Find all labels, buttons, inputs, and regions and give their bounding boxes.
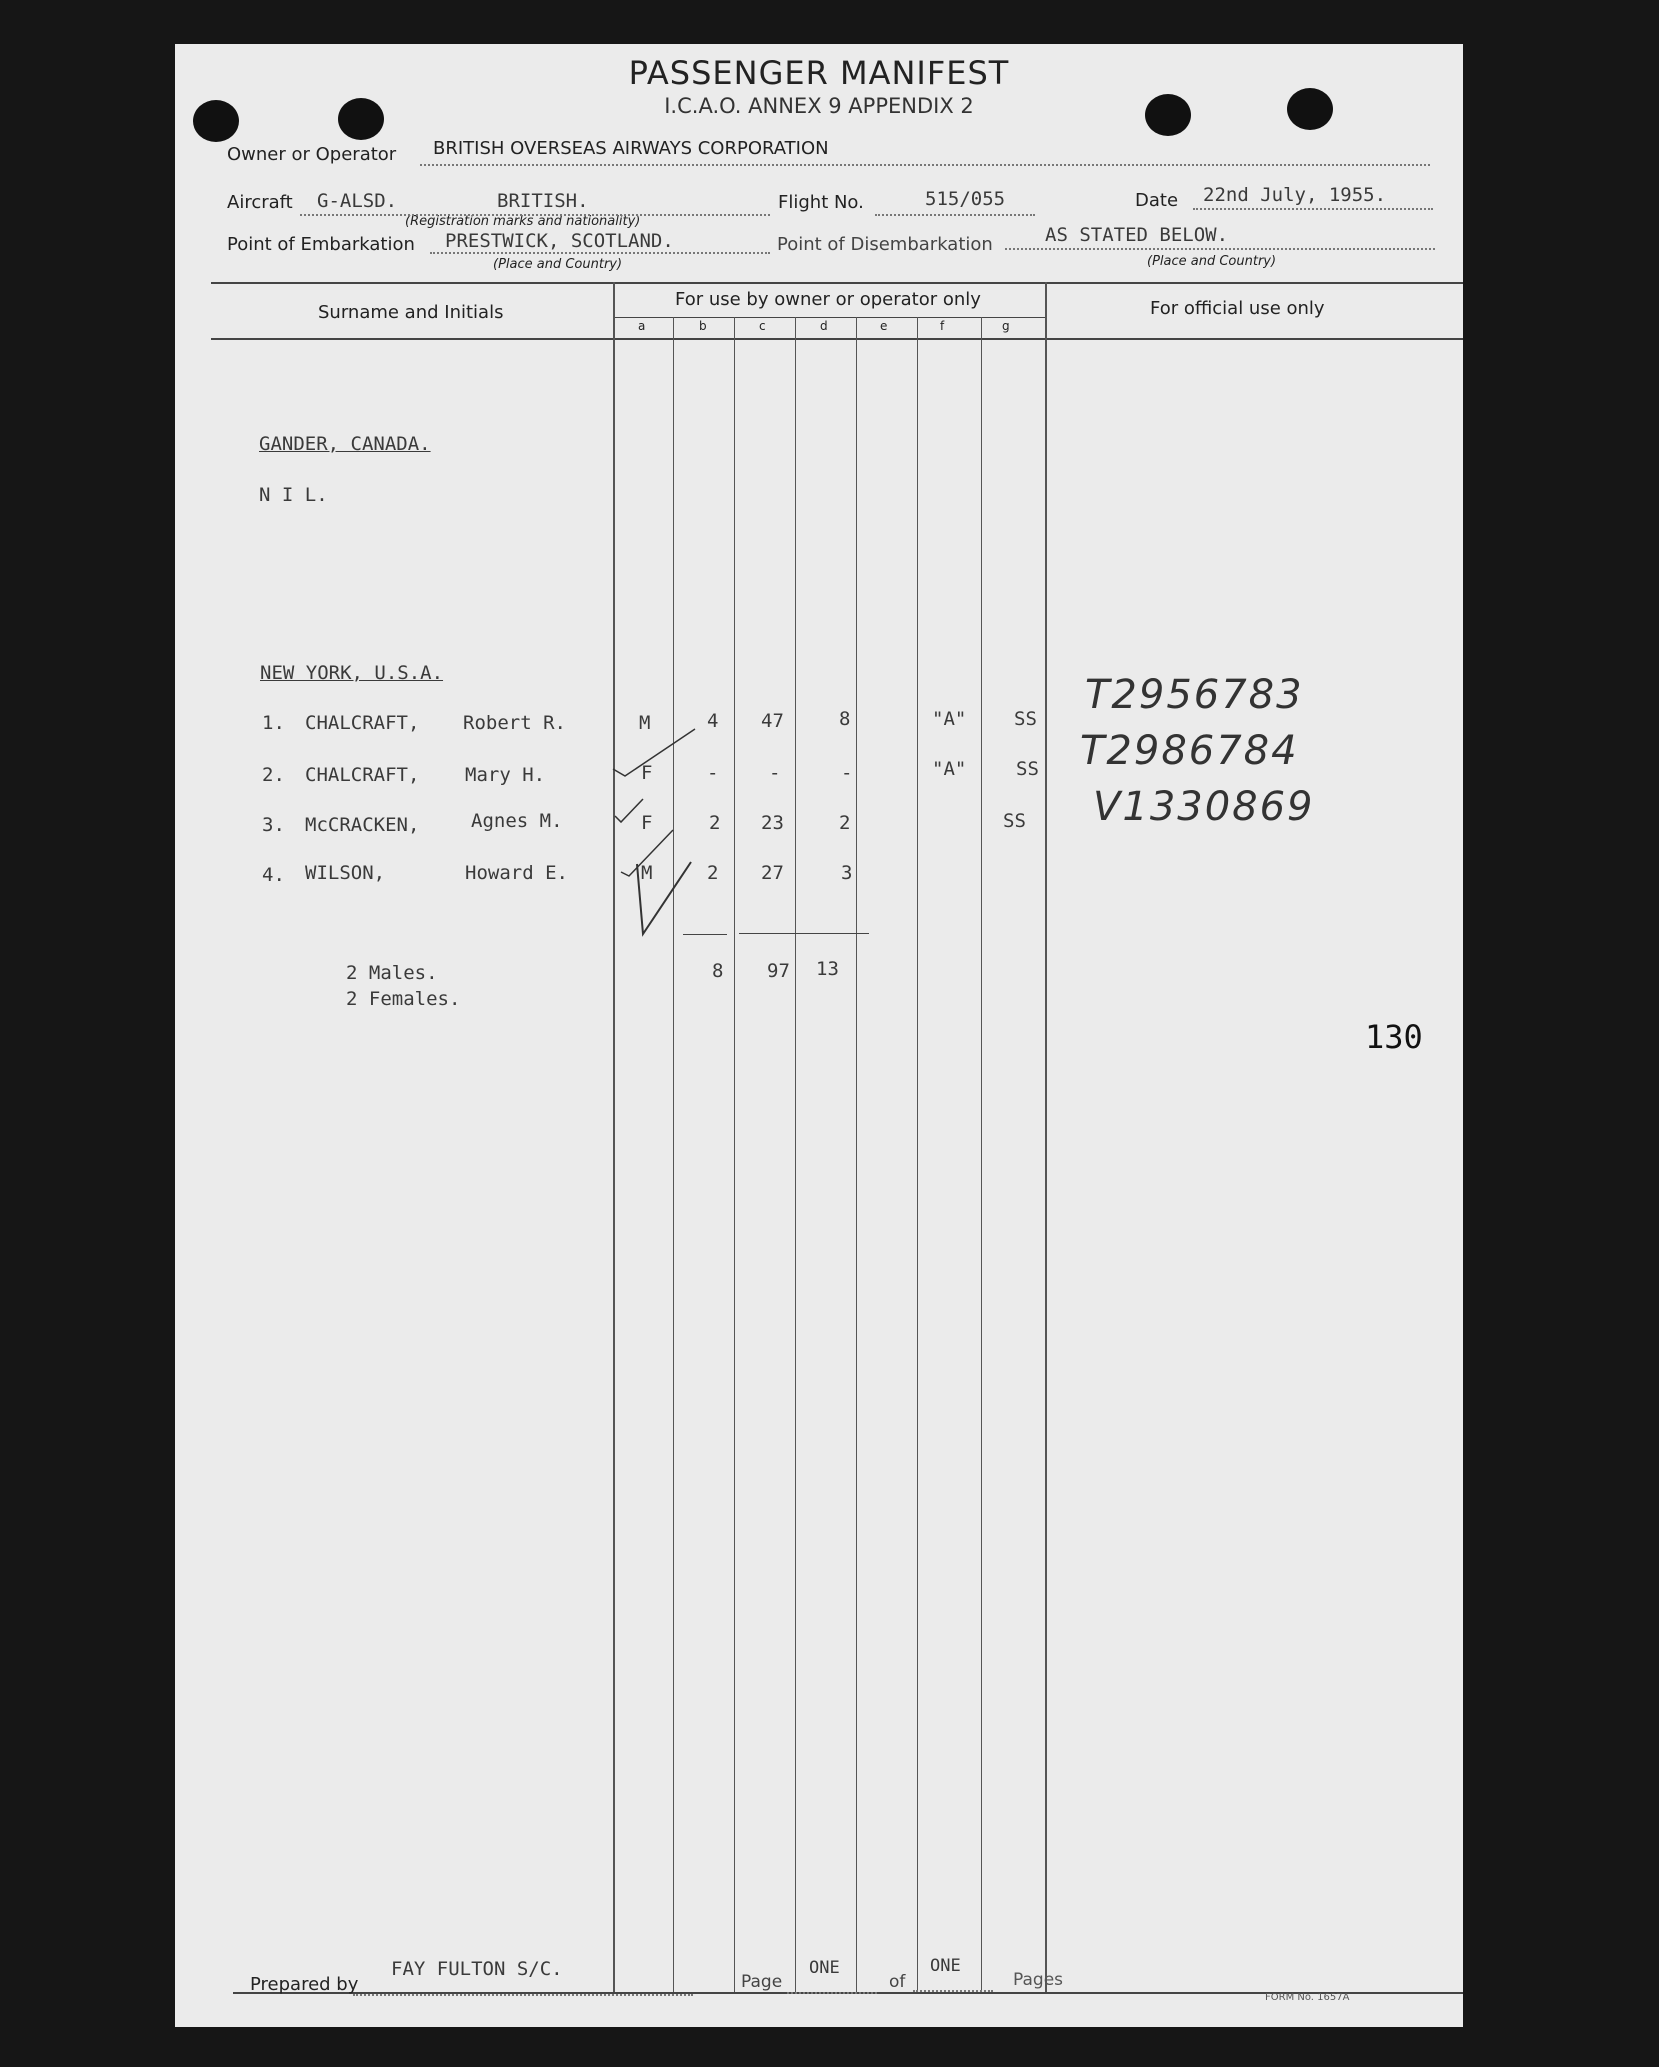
subcol-c: c xyxy=(759,319,766,333)
totals-rule xyxy=(739,933,869,934)
totals-d: 13 xyxy=(816,958,839,980)
embarkation-dotline xyxy=(430,252,770,254)
col-rule xyxy=(734,317,735,1992)
cell-d: 8 xyxy=(839,708,851,730)
passenger-number: 4. xyxy=(262,864,285,886)
date-dotline xyxy=(1193,208,1433,210)
totals-rule xyxy=(683,934,727,935)
page-value: ONE xyxy=(809,1958,840,1978)
embarkation-label: Point of Embarkation xyxy=(227,234,415,255)
passenger-given-name: Mary H. xyxy=(465,764,546,786)
subcol-f: f xyxy=(940,319,945,333)
prepared-label: Prepared by xyxy=(250,1974,359,1995)
aircraft-nationality: BRITISH. xyxy=(497,190,589,212)
cell-a: M xyxy=(639,712,651,734)
date-label: Date xyxy=(1135,190,1179,211)
passenger-surname: CHALCRAFT, xyxy=(305,712,420,734)
of-dotline xyxy=(913,1990,993,1992)
of-label: of xyxy=(889,1972,906,1992)
col-owner-header: For use by owner or operator only xyxy=(675,289,981,310)
passenger-given-name: Robert R. xyxy=(463,712,566,734)
passenger-surname: CHALCRAFT, xyxy=(305,764,420,786)
flight-value: 515/055 xyxy=(925,188,1006,210)
passenger-surname: McCRACKEN, xyxy=(305,814,420,836)
passenger-number: 3. xyxy=(262,814,285,836)
cell-b: 2 xyxy=(709,812,721,834)
embarkation-note: (Place and Country) xyxy=(493,257,623,272)
owner-value: BRITISH OVERSEAS AIRWAYS CORPORATION xyxy=(433,138,829,159)
disembarkation-label: Point of Disembarkation xyxy=(777,234,993,255)
disembarkation-value: AS STATED BELOW. xyxy=(1045,224,1229,246)
aircraft-label: Aircraft xyxy=(227,192,293,213)
section-heading-gander: GANDER, CANADA. xyxy=(259,433,431,455)
page-dotline xyxy=(787,1992,877,1994)
totals-b: 8 xyxy=(712,960,724,982)
official-number: T2986784 xyxy=(1080,728,1299,774)
totals-c: 97 xyxy=(767,960,790,982)
subcol-b: b xyxy=(699,319,707,333)
cell-a: F xyxy=(641,812,653,834)
cell-a: M xyxy=(641,862,653,884)
col-official-header: For official use only xyxy=(1150,298,1325,319)
cell-f: "A" xyxy=(932,708,967,730)
embarkation-value: PRESTWICK, SCOTLAND. xyxy=(445,230,674,252)
passenger-number: 1. xyxy=(262,712,285,734)
page-title: PASSENGER MANIFEST xyxy=(628,54,1010,92)
owner-label: Owner or Operator xyxy=(227,144,397,165)
cell-d: 3 xyxy=(841,862,853,884)
stamp-number: 130 xyxy=(1365,1018,1423,1056)
official-number: T2956783 xyxy=(1085,672,1304,718)
cell-g: SS xyxy=(1003,810,1026,832)
pages-label: Pages xyxy=(1013,1970,1064,1990)
col-surname-header: Surname and Initials xyxy=(318,302,504,323)
cell-d: 2 xyxy=(839,812,851,834)
flight-label: Flight No. xyxy=(778,192,864,213)
cell-c: - xyxy=(769,762,781,784)
col-rule xyxy=(981,317,982,1992)
totals-males: 2 Males. xyxy=(346,962,438,984)
cell-c: 23 xyxy=(761,812,784,834)
col-rule xyxy=(795,317,796,1992)
disembarkation-dotline xyxy=(1005,248,1435,250)
cell-b: 4 xyxy=(707,710,719,732)
cell-d: - xyxy=(841,762,853,784)
passenger-given-name: Agnes M. xyxy=(471,810,563,832)
subcol-g: g xyxy=(1002,319,1010,333)
table-top-rule xyxy=(211,282,1463,284)
aircraft-note: (Registration marks and nationality) xyxy=(405,214,641,229)
manifest-page xyxy=(175,44,1463,2027)
subcol-e: e xyxy=(880,319,888,333)
cell-a: F xyxy=(641,762,653,784)
prepared-dotline xyxy=(353,1994,693,1996)
col-rule xyxy=(613,282,615,1992)
flight-dotline xyxy=(875,214,1035,216)
col-rule xyxy=(917,317,918,1992)
col-rule xyxy=(1045,282,1047,1992)
col-rule xyxy=(673,317,674,1992)
disembarkation-note: (Place and Country) xyxy=(1147,254,1277,269)
table-header-rule xyxy=(211,338,1463,340)
subcol-d: d xyxy=(820,319,828,333)
col-rule xyxy=(856,317,857,1992)
prepared-value: FAY FULTON S/C. xyxy=(391,1958,563,1980)
official-number: V1330869 xyxy=(1093,784,1315,830)
form-number: FORM No. 1657A xyxy=(1265,1992,1350,2003)
cell-b: 2 xyxy=(707,862,719,884)
cell-c: 47 xyxy=(761,710,784,732)
passenger-surname: WILSON, xyxy=(305,862,386,884)
aircraft-registration: G-ALSD. xyxy=(317,190,398,212)
page-subtitle: I.C.A.O. ANNEX 9 APPENDIX 2 xyxy=(664,94,974,118)
cell-b: - xyxy=(707,762,719,784)
check-marks xyxy=(595,684,715,964)
section-note-nil: N I L. xyxy=(259,484,328,506)
cell-g: SS xyxy=(1014,708,1037,730)
of-value: ONE xyxy=(930,1956,961,1976)
owner-dotline xyxy=(420,164,1430,166)
subcol-a: a xyxy=(638,319,646,333)
cell-g: SS xyxy=(1016,758,1039,780)
passenger-number: 2. xyxy=(262,764,285,786)
section-heading-newyork: NEW YORK, U.S.A. xyxy=(260,662,444,684)
page-label: Page xyxy=(741,1972,783,1992)
aircraft-dotline xyxy=(300,214,770,216)
date-value: 22nd July, 1955. xyxy=(1203,184,1387,206)
cell-c: 27 xyxy=(761,862,784,884)
cell-f: "A" xyxy=(932,758,967,780)
totals-females: 2 Females. xyxy=(346,988,461,1010)
passenger-given-name: Howard E. xyxy=(465,862,568,884)
